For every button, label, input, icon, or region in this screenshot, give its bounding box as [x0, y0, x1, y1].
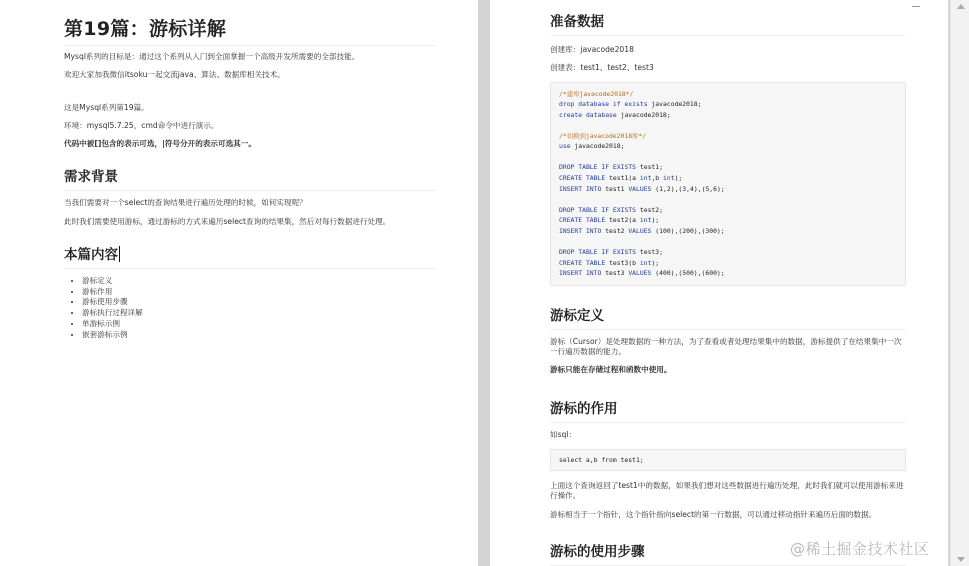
sql-code-block[interactable]	[550, 82, 906, 286]
def-para: 游标（Cursor）是处理数据的一种方法，为了查看或者处理结果集中的数据，游标提供了在结果集中一次一行遍历数据的能力。	[550, 336, 902, 356]
page-title: 第19篇：游标详解	[64, 14, 436, 46]
toc-item: • 嵌套游标示例	[82, 330, 436, 341]
need-para-1: 当我们需要对一个select的查询结果进行遍历处理的时候，如何实现呢？	[64, 198, 307, 208]
code-line: drop database if exists javacode2018;	[559, 100, 702, 109]
heading-need-background: 需求背景	[64, 165, 436, 191]
code-line: /*建库javacode2018*/	[559, 89, 634, 98]
prep-db-line: 创建库：javacode2018	[550, 45, 634, 54]
heading-this-article[interactable]: 本篇内容	[64, 243, 436, 269]
vertical-scrollbar[interactable]	[950, 0, 969, 566]
prep-tables-line: 创建表：test1、test2、test3	[550, 63, 654, 73]
intro-line-2: 欢迎大家加我微信itsoku一起交流java、算法、数据库相关技术。	[64, 70, 285, 80]
scroll-down-icon[interactable]	[957, 557, 965, 562]
code-line: use javacode2018;	[559, 142, 625, 151]
heading-prepare-data: 准备数据	[550, 10, 906, 36]
scroll-up-icon[interactable]	[957, 4, 965, 9]
text-cursor	[119, 246, 120, 262]
code-line: create database javacode2018;	[559, 110, 671, 119]
sql-select-code[interactable]: select a,b from test1;	[550, 449, 906, 472]
code-line: CREATE TABLE test3(b int);	[559, 258, 660, 267]
watermark: @稀土掘金技术社区	[790, 540, 930, 558]
def-note: 游标只能在存储过程和函数中使用。	[550, 365, 672, 375]
bracket-note: 代码中被[]包含的表示可选，|符号分开的表示可选其一。	[64, 139, 256, 148]
role-lead: 如sql：	[550, 430, 577, 440]
role-para-1: 上面这个查询返回了test1中的数据，如果我们想对这些数据进行遍历处理，此时我们就可以使用游标来进行操作。	[550, 481, 904, 501]
code-line: DROP TABLE IF EXISTS test2;	[559, 205, 663, 214]
series-info-line-1: 这是Mysql系列第19篇。	[64, 102, 149, 112]
code-line: DROP TABLE IF EXISTS test3;	[559, 247, 663, 256]
heading-cursor-definition: 游标定义	[550, 304, 906, 330]
heading-cursor-role: 游标的作用	[550, 397, 906, 423]
need-para-2: 此时我们需要使用游标，通过游标的方式来遍历select查询的结果集，然后对每行数据进行处理。	[64, 216, 391, 226]
toc-item: • 游标执行过程详解	[82, 308, 436, 319]
toc-item: • 单游标示例	[82, 319, 436, 330]
toc-item: • 游标定义	[82, 276, 436, 287]
code-line: CREATE TABLE test2(a int);	[559, 216, 660, 225]
intro-line-1: Mysql系列的目标是：通过这个系列从入门到全面掌握一个高级开发所需要的全部技能。	[64, 52, 360, 61]
toc-item: • 游标使用步骤	[82, 297, 436, 308]
code-line: INSERT INTO test1 VALUES (1,2),(3,4),(5,6);	[559, 184, 725, 193]
page-corner-mark	[912, 0, 920, 7]
code-line: DROP TABLE IF EXISTS test1;	[559, 163, 663, 172]
right-document-page	[490, 0, 948, 566]
series-info-line-2: 环境：mysql5.7.25，cmd命令中进行演示。	[64, 120, 219, 130]
code-line: INSERT INTO test2 VALUES (100),(200),(300);	[559, 226, 725, 235]
code-line: INSERT INTO test3 VALUES (400),(500),(600);	[559, 269, 725, 278]
heading-cursor-steps: 游标的使用步骤	[550, 540, 906, 566]
code-line: /*切换到javacode2018库*/	[559, 131, 647, 140]
role-para-2: 游标相当于一个指针，这个指针指向select的第一行数据，可以通过移动指针来遍历后面的数据。	[550, 509, 877, 519]
left-document-page	[0, 0, 478, 566]
code-line: CREATE TABLE test1(a int,b int);	[559, 174, 683, 182]
toc-item: • 游标作用	[82, 287, 436, 298]
toc-list	[64, 276, 436, 341]
